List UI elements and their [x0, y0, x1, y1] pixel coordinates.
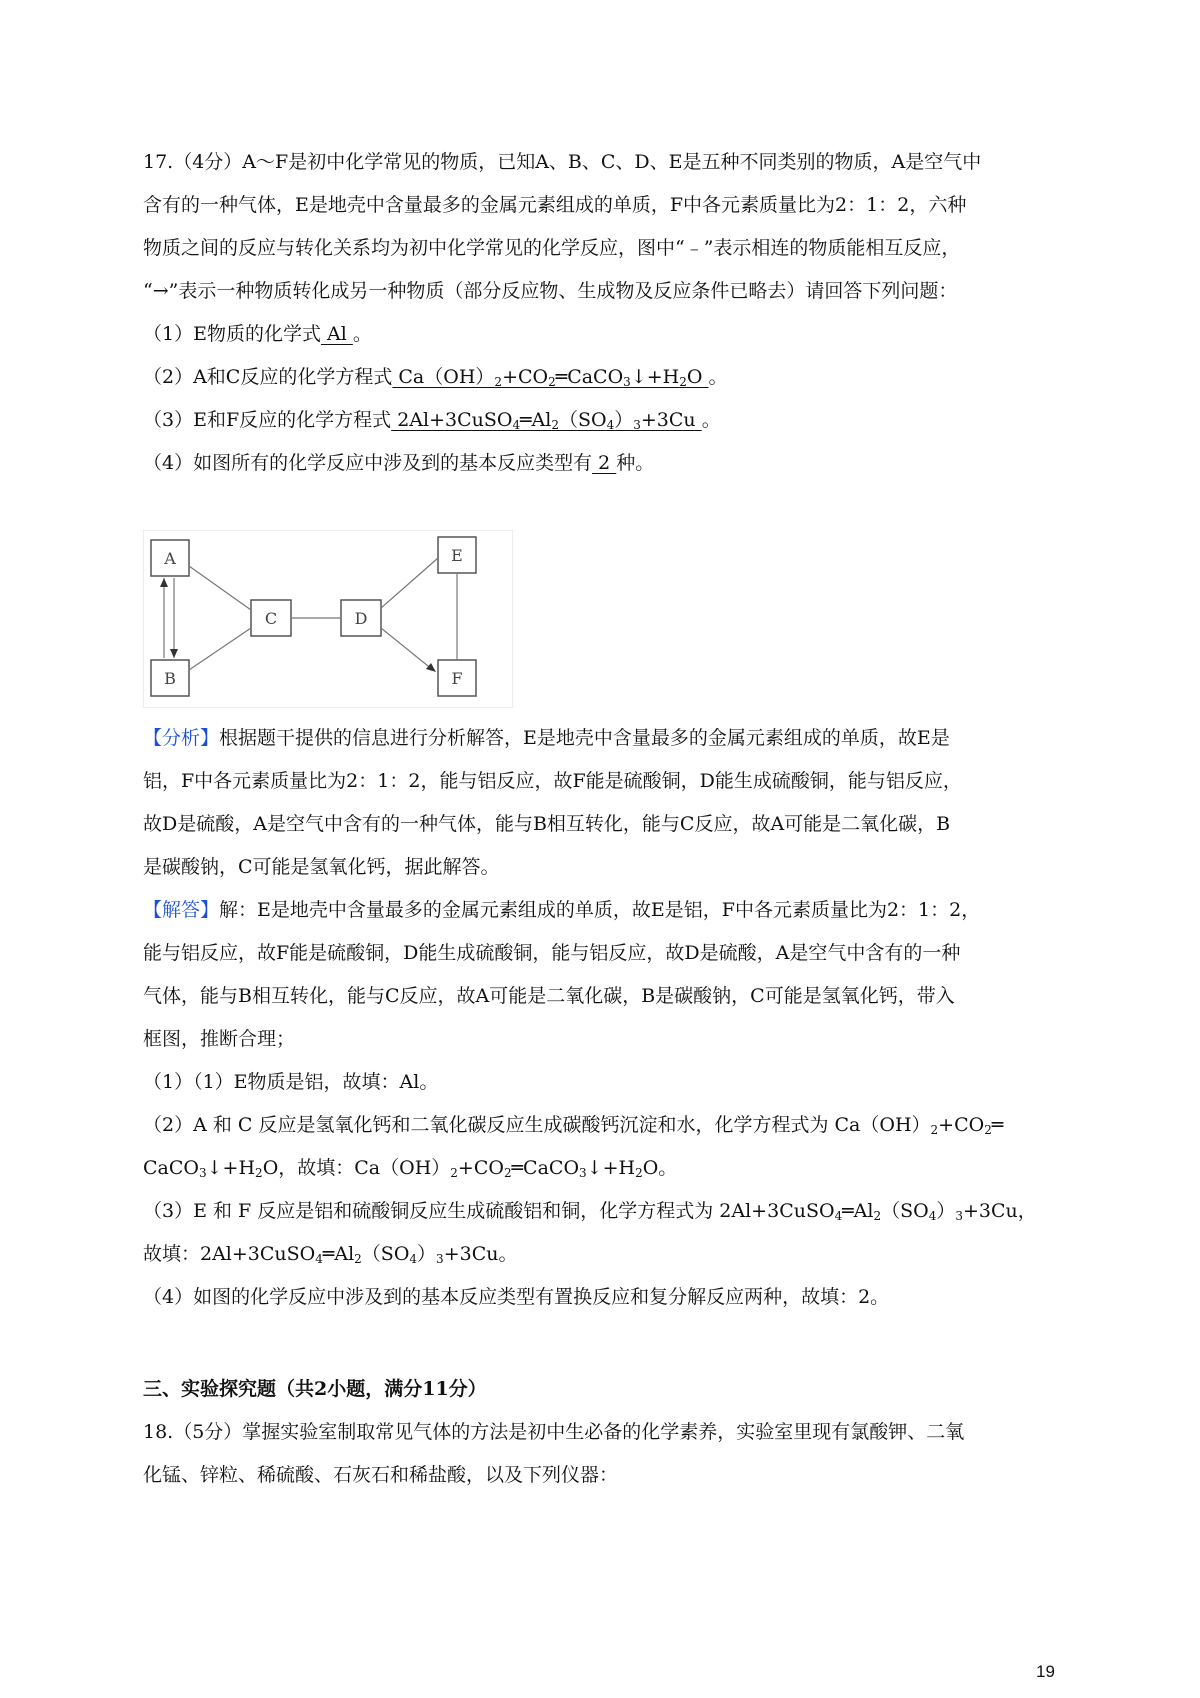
node-c-label: C: [264, 609, 278, 628]
subscript: 4: [512, 418, 521, 432]
node-e-label: E: [451, 546, 463, 565]
formula-text: 2Al+3CuSO: [391, 409, 513, 431]
formula-text: 故填：2Al+3CuSO: [143, 1243, 316, 1265]
q17-part-4-answer: 2: [592, 452, 617, 474]
formula-text: +3Cu，: [963, 1200, 1037, 1222]
analysis-line-2: 铝，F中各元素质量比为2：1：2，能与铝反应，故F能是硫酸铜，D能生成硫酸铜，能与铝反应，: [143, 770, 962, 792]
formula-text: O，故填：Ca（OH）: [262, 1157, 451, 1179]
formula-text: O。: [642, 1157, 678, 1179]
q17-part-2-prompt: （2）A和C反应的化学方程式: [143, 366, 393, 388]
answer-step-1: （1）（1）E物质是铝，故填：Al。: [143, 1071, 439, 1093]
node-d-label: D: [354, 609, 368, 628]
subscript: 2: [984, 1123, 992, 1137]
q17-part-1-answer: Al: [320, 323, 353, 345]
formula-text: ）: [417, 1243, 437, 1265]
subscript: 2: [548, 375, 556, 389]
answer-text: 解：E是地壳中含量最多的金属元素组成的单质，故E是铝，F中各元素质量比为2：1：2，: [219, 899, 981, 921]
subscript: 2: [450, 1166, 458, 1180]
q17-part-1: [143, 320, 1073, 348]
answer-text: （2）A 和 C 反应是氢氧化钙和二氧化碳反应生成碳酸钙沉淀和水，化学方程式为 Ca（OH）: [143, 1114, 931, 1136]
q17-part-4-prompt: （4）如图所有的化学反应中涉及到的基本反应类型有: [143, 452, 593, 474]
formula-text: （SO: [361, 1243, 410, 1265]
answer-line-1: [143, 896, 1073, 924]
formula-text: ═: [991, 1114, 1004, 1136]
answer-step-3-line-2: [143, 1240, 1073, 1268]
subscript: 2: [873, 1209, 882, 1223]
answer-step-3-line-1: [143, 1197, 1073, 1225]
subscript: 4: [606, 418, 615, 432]
formula-text: （SO: [881, 1200, 929, 1222]
formula-text: +CO: [938, 1114, 985, 1136]
formula-text: Ca（OH）: [392, 366, 495, 388]
subscript: 3: [198, 1166, 207, 1180]
analysis-line-4: 是碳酸钠，C可能是氢氧化钙，据此解答。: [143, 856, 500, 878]
formula-text: ↓+H: [586, 1157, 636, 1179]
q17-part-3: [143, 406, 1073, 434]
formula-text: ═Al: [842, 1200, 874, 1222]
answer-line-3: 气体，能与B相互转化，能与C反应，故A可能是二氧化碳，B是碳酸钠，C可能是氢氧化钙，带入: [143, 985, 955, 1007]
formula-text: （SO: [559, 409, 607, 431]
q18-line-2: 化锰、锌粒、稀硫酸、石灰石和稀盐酸，以及下列仪器：: [143, 1464, 619, 1486]
q17-part-1-prompt: （1）E物质的化学式: [143, 323, 321, 345]
formula-text: ↓+H: [206, 1157, 256, 1179]
subscript: 2: [635, 1166, 643, 1180]
formula-text: ═CaCO: [555, 366, 624, 388]
punctuation: 。: [701, 409, 721, 431]
q17-line-1: 17.（4分）A～F是初中化学常见的物质，已知A、B、C、D、E是五种不同类别的物质，A是空气中: [143, 151, 982, 173]
subscript: 2: [679, 375, 687, 389]
subscript: 2: [503, 1166, 512, 1180]
subscript: 2: [494, 375, 503, 389]
q17-part-2-answer: [392, 366, 708, 388]
formula-text: +CO: [457, 1157, 504, 1179]
analysis-line-3: 故D是硫酸，A是空气中含有的一种气体，能与B相互转化，能与C反应，故A可能是二氧化碳，B: [143, 813, 951, 835]
answer-tag: 【解答】: [143, 899, 220, 921]
page-number: 19: [1036, 1662, 1055, 1681]
q17-part-3-answer: [391, 409, 702, 431]
q17-part-4: [143, 449, 1073, 477]
punctuation: 。: [708, 366, 728, 388]
punctuation: 种。: [616, 452, 655, 474]
node-a-label: A: [164, 549, 176, 568]
node-b-label: B: [164, 669, 176, 688]
answer-step-4: （4）如图的化学反应中涉及到的基本反应类型有置换反应和复分解反应两种，故填：2。: [143, 1286, 890, 1308]
subscript: 4: [315, 1252, 323, 1266]
formula-text: ═Al: [322, 1243, 355, 1265]
subscript: 2: [930, 1123, 939, 1137]
subscript: 4: [834, 1209, 843, 1223]
analysis-line-1: [143, 724, 1073, 752]
analysis-text: 根据题干提供的信息进行分析解答，E是地壳中含量最多的金属元素组成的单质，故E是: [219, 727, 950, 749]
answer-step-2-line-2: [143, 1154, 1073, 1182]
section-heading: 三、实验探究题（共2小题，满分11分）: [143, 1378, 487, 1400]
q17-line-4: “→”表示一种物质转化成另一种物质（部分反应物、生成物及反应条件已略去）请回答下列问题：: [143, 280, 958, 302]
subscript: 4: [409, 1252, 418, 1266]
formula-text: ）: [936, 1200, 956, 1222]
formula-text: +CO: [502, 366, 549, 388]
q17-part-3-prompt: （3）E和F反应的化学方程式: [143, 409, 392, 431]
subscript: 4: [928, 1209, 937, 1223]
formula-text: ═Al: [520, 409, 552, 431]
formula-text: ↓+H: [630, 366, 680, 388]
q17-part-2: [143, 363, 1073, 391]
reaction-diagram: [143, 530, 513, 708]
answer-text: （3）E 和 F 反应是铝和硫酸铜反应生成硫酸铝和铜，化学方程式为 2Al+3CuSO: [143, 1200, 835, 1222]
analysis-tag: 【分析】: [143, 727, 220, 749]
node-f-label: F: [451, 669, 463, 688]
formula-text: +3Cu: [640, 409, 702, 431]
q17-line-3: 物质之间的反应与转化关系均为初中化学常见的化学反应，图中“﹣”表示相连的物质能相互反应，: [143, 237, 961, 259]
formula-text: +3Cu。: [443, 1243, 518, 1265]
subscript: 3: [436, 1252, 444, 1266]
answer-line-2: 能与铝反应，故F能是硫酸铜，D能生成硫酸铜，能与铝反应，故D是硫酸，A是空气中含有的一种: [143, 942, 961, 964]
answer-line-4: 框图，推断合理；: [143, 1028, 296, 1050]
formula-text: ）: [614, 409, 634, 431]
answer-step-2-line-1: [143, 1111, 1073, 1139]
subscript: 3: [623, 375, 631, 389]
subscript: 2: [255, 1166, 263, 1180]
punctuation: 。: [352, 323, 372, 345]
subscript: 3: [579, 1166, 587, 1180]
q18-line-1: 18.（5分）掌握实验室制取常见气体的方法是初中生必备的化学素养，实验室里现有氯酸钾、二氧: [143, 1421, 965, 1443]
formula-text: CaCO: [143, 1157, 199, 1179]
subscript: 2: [354, 1252, 362, 1266]
formula-text: O: [686, 366, 709, 388]
subscript: 2: [551, 418, 559, 432]
q17-line-2: 含有的一种气体，E是地壳中含量最多的金属元素组成的单质，F中各元素质量比为2：1：2，六种: [143, 194, 967, 216]
formula-text: ═CaCO: [511, 1157, 580, 1179]
subscript: 3: [955, 1209, 963, 1223]
subscript: 3: [633, 418, 641, 432]
